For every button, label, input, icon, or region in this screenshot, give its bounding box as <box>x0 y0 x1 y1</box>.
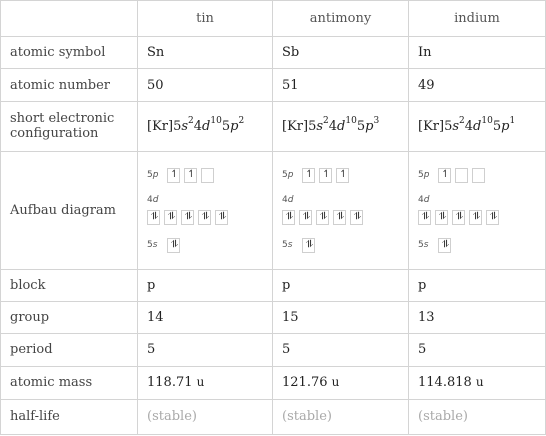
column-header-tin: tin <box>138 1 273 37</box>
table-cell: p <box>409 269 546 301</box>
orbital-box: ↿ <box>319 168 332 183</box>
unit-label: u <box>475 375 484 390</box>
table-cell: 5 <box>138 334 273 366</box>
table-cell: 114.818 u <box>409 366 546 399</box>
orbital-box: ⥮ <box>316 210 329 225</box>
electron-config-cell: $[Kr]5s^24d^{10}5p^2$ <box>138 101 273 151</box>
row-label: period <box>1 334 138 366</box>
row-label: atomic mass <box>1 366 138 399</box>
table-cell: 13 <box>409 302 546 334</box>
orbital-box: ⥮ <box>302 238 315 253</box>
orbital-box: ⥮ <box>198 210 211 225</box>
orbital-box: ⥮ <box>350 210 363 225</box>
orbital-box: ↿ <box>184 168 197 183</box>
orbital-label: 4d <box>418 195 430 206</box>
orbital-box <box>455 168 468 183</box>
row-label: half-life <box>1 399 138 434</box>
table-cell: 49 <box>409 69 546 101</box>
table-row <box>1 152 546 270</box>
orbital-box: ↿ <box>438 168 451 183</box>
orbital-box: ⥮ <box>299 210 312 225</box>
table-cell: 118.71 u <box>138 366 273 399</box>
row-label: Aufbau diagram <box>1 152 138 270</box>
table-cell: (stable) <box>409 399 546 434</box>
row-label: atomic number <box>1 69 138 101</box>
orbital-box: ⥮ <box>167 238 180 253</box>
table-row <box>1 334 546 366</box>
table-cell: 5 <box>273 334 409 366</box>
aufbau-cell <box>138 152 273 270</box>
row-label: short electronic configuration <box>1 101 138 151</box>
table-row <box>1 269 546 301</box>
table-cell: 51 <box>273 69 409 101</box>
row-label: block <box>1 269 138 301</box>
header-corner <box>1 1 138 37</box>
table-cell: 14 <box>138 302 273 334</box>
aufbau-diagram <box>147 165 263 255</box>
orbital-box: ⥮ <box>282 210 295 225</box>
orbital-label: 5s <box>147 240 158 251</box>
aufbau-cell <box>273 152 409 270</box>
orbital-box <box>201 168 214 183</box>
orbital-box: ⥮ <box>164 210 177 225</box>
table-cell: In <box>409 37 546 69</box>
header-row <box>1 1 546 37</box>
column-header-antimony: antimony <box>273 1 409 37</box>
orbital-box: ↿ <box>336 168 349 183</box>
row-label: atomic symbol <box>1 37 138 69</box>
table-row <box>1 399 546 434</box>
table-cell: Sb <box>273 37 409 69</box>
orbital-label: 5p <box>147 170 159 181</box>
aufbau-diagram <box>418 165 536 255</box>
orbital-label: 4d <box>282 195 294 206</box>
orbital-box: ↿ <box>302 168 315 183</box>
unit-label: u <box>196 375 205 390</box>
table-cell: p <box>273 269 409 301</box>
orbital-box: ⥮ <box>438 238 451 253</box>
table-cell: 15 <box>273 302 409 334</box>
table-row <box>1 302 546 334</box>
electron-config-cell: $[Kr]5s^24d^{10}5p^1$ <box>409 101 546 151</box>
table-cell: 121.76 u <box>273 366 409 399</box>
orbital-label: 5p <box>282 170 294 181</box>
orbital-box: ⥮ <box>435 210 448 225</box>
row-label: group <box>1 302 138 334</box>
aufbau-diagram <box>282 165 399 255</box>
table-cell: Sn <box>138 37 273 69</box>
orbital-box: ⥮ <box>333 210 346 225</box>
table-cell: p <box>138 269 273 301</box>
column-header-indium: indium <box>409 1 546 37</box>
orbital-box: ⥮ <box>147 210 160 225</box>
table-row <box>1 37 546 69</box>
orbital-box: ⥮ <box>452 210 465 225</box>
table-cell: (stable) <box>138 399 273 434</box>
table-cell: 50 <box>138 69 273 101</box>
table-row <box>1 69 546 101</box>
orbital-label: 4d <box>147 195 159 206</box>
electron-config-cell: $[Kr]5s^24d^{10}5p^3$ <box>273 101 409 151</box>
orbital-label: 5s <box>282 240 293 251</box>
table-cell: (stable) <box>273 399 409 434</box>
table-row <box>1 101 546 151</box>
orbital-box: ⥮ <box>215 210 228 225</box>
orbital-label: 5p <box>418 170 430 181</box>
orbital-box: ⥮ <box>418 210 431 225</box>
orbital-box: ⥮ <box>181 210 194 225</box>
orbital-box <box>472 168 485 183</box>
orbital-box: ⥮ <box>469 210 482 225</box>
orbital-label: 5s <box>418 240 429 251</box>
aufbau-cell <box>409 152 546 270</box>
table-cell: 5 <box>409 334 546 366</box>
orbital-box: ↿ <box>167 168 180 183</box>
unit-label: u <box>331 375 340 390</box>
table-row <box>1 366 546 399</box>
orbital-box: ⥮ <box>486 210 499 225</box>
